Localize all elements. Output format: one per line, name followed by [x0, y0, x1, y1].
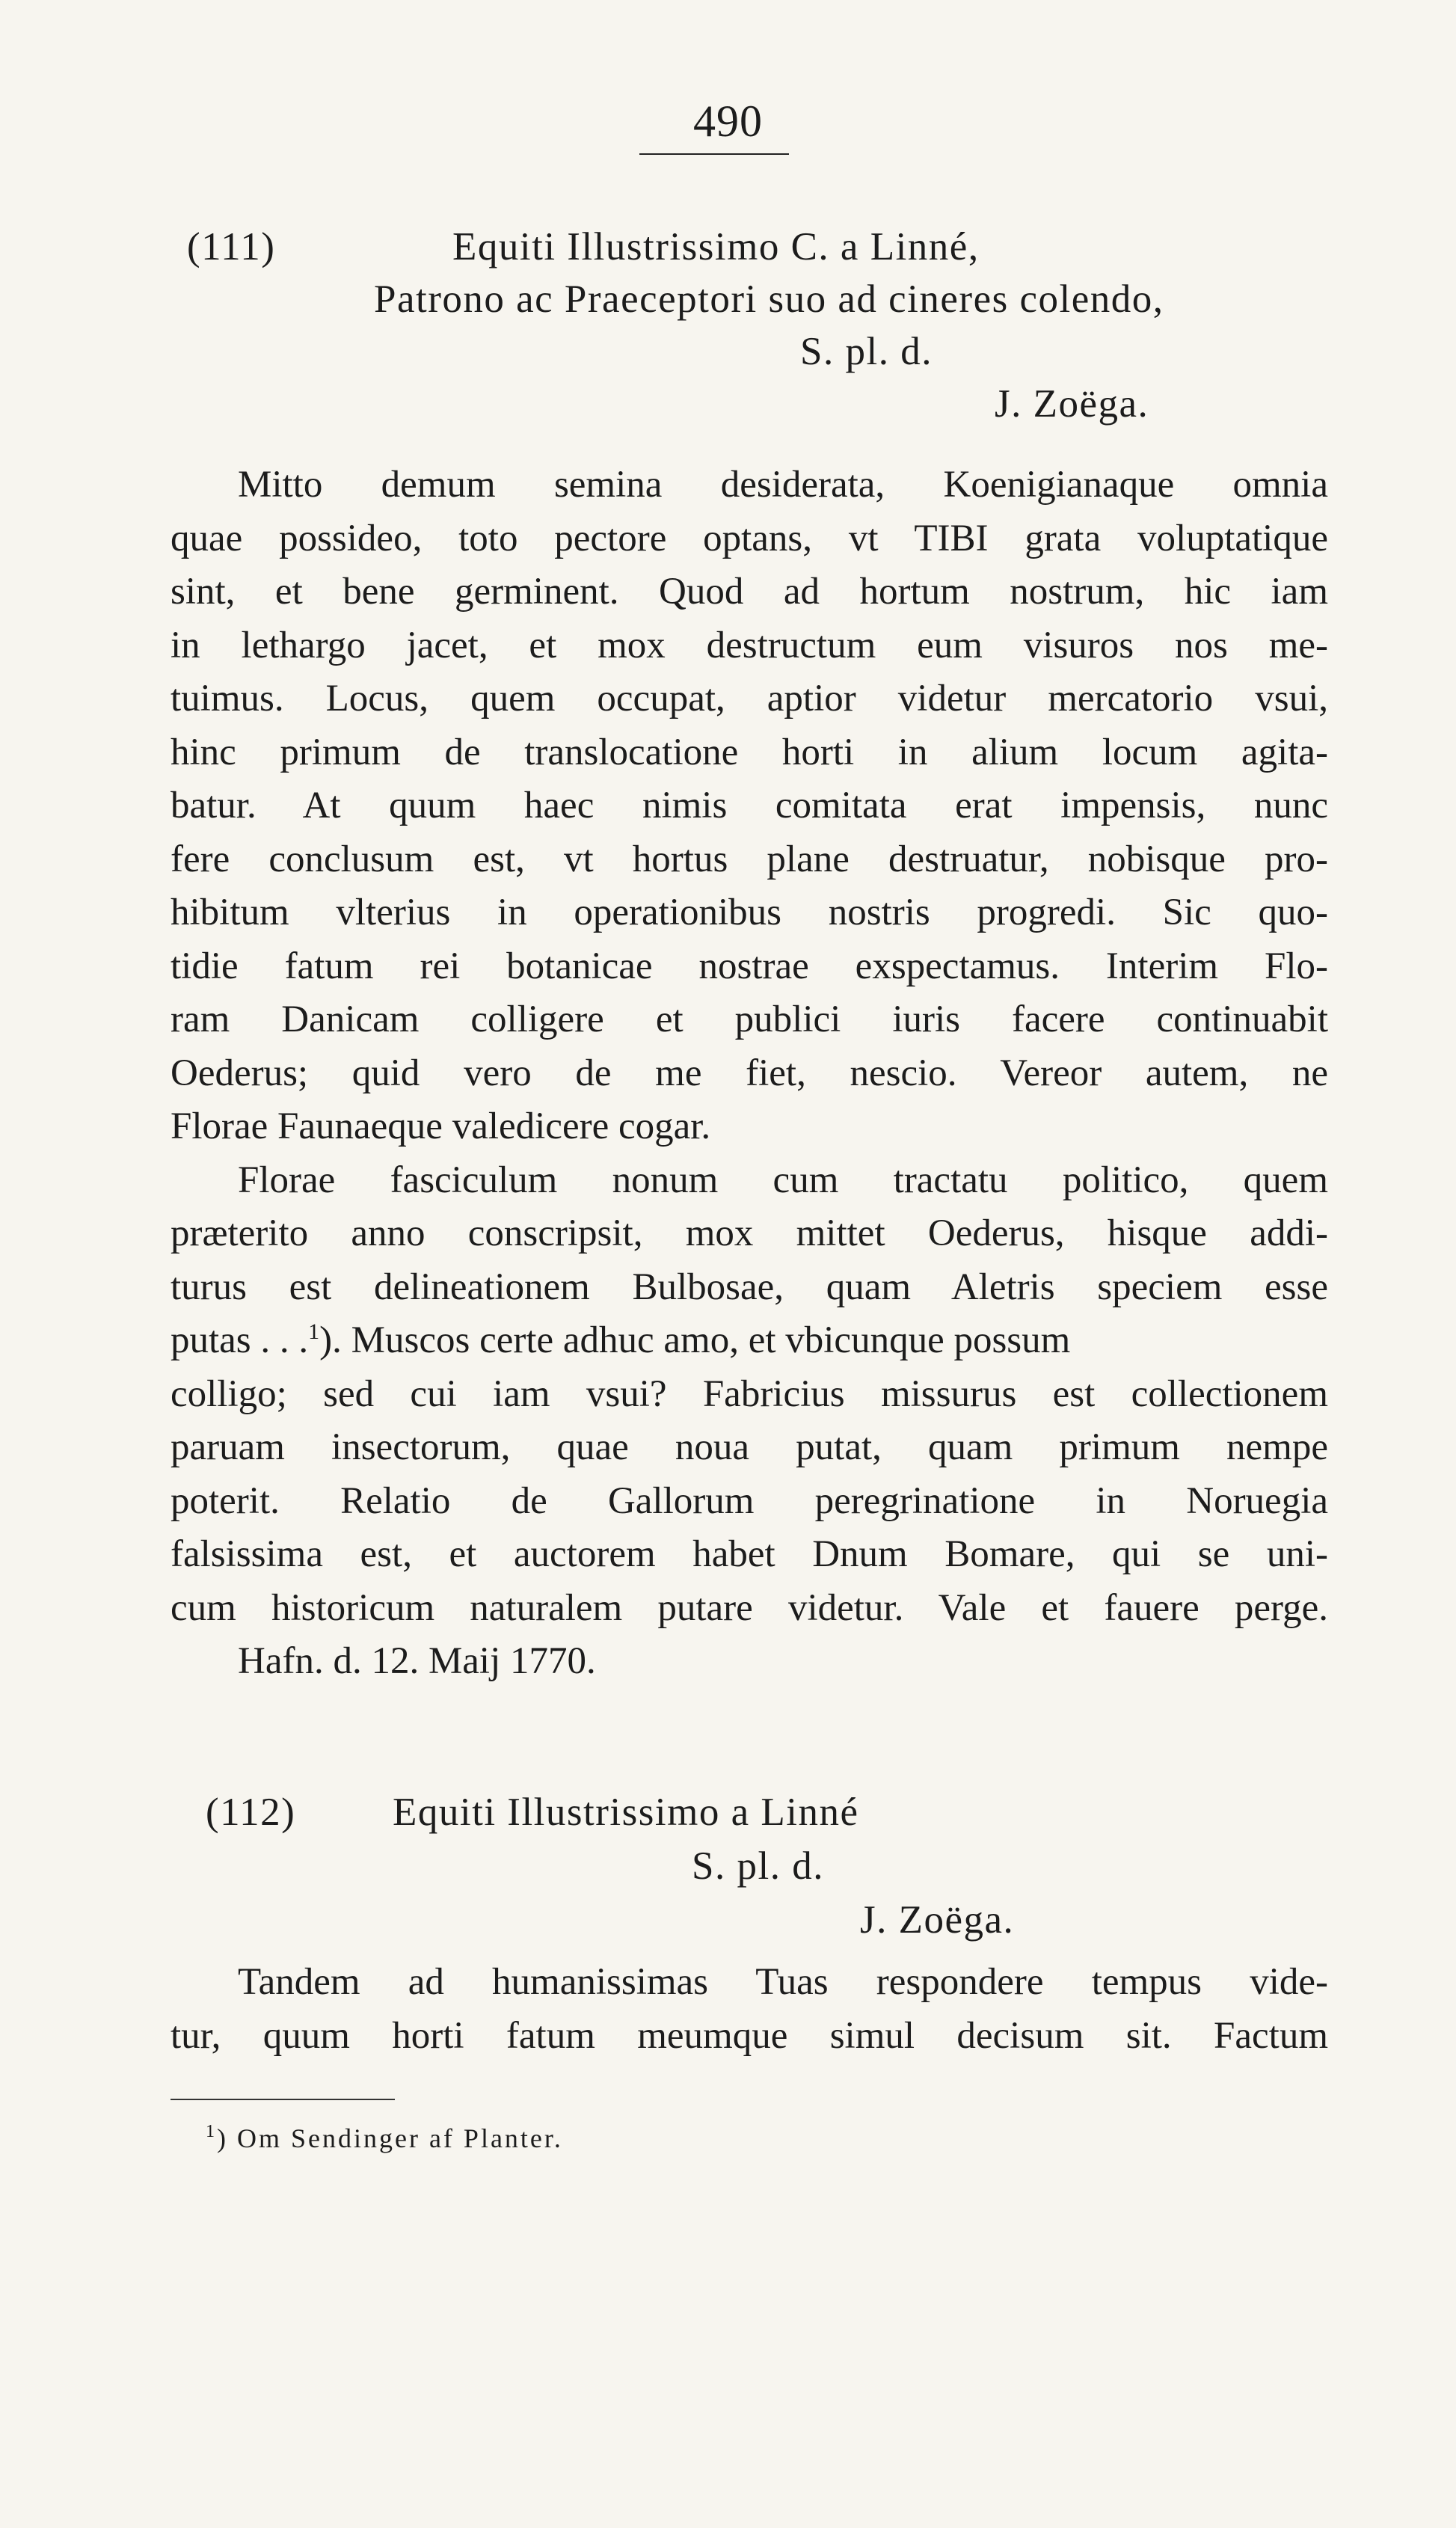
letter-112-number: (112) — [206, 1791, 296, 1834]
body-line: hibitum vlterius in operationibus nostris progredi. Sic quo- — [171, 892, 1328, 933]
body-line: præterito anno conscripsit, mox mittet Oederus, hisque addi- — [171, 1212, 1328, 1254]
body-line: Florae Faunaeque valedicere cogar. — [171, 1105, 711, 1147]
body-line: sint, et bene germinent. Quod ad hortum nostrum, hic iam — [171, 571, 1328, 613]
letter-111-salutation-line-3: S. pl. d. — [800, 330, 933, 373]
letter-112-signature: J. Zoëga. — [860, 1898, 1015, 1942]
letter-111-signature: J. Zoëga. — [995, 382, 1149, 426]
body-line: paruam insectorum, quae noua putat, quam primum nempe — [171, 1426, 1328, 1468]
body-line: tidie fatum rei botanicae nostrae exspectamus. Interim Flo- — [171, 945, 1328, 987]
footnote-reference: 1 — [308, 1319, 320, 1344]
letter-111-body — [171, 458, 1328, 1689]
body-line: turus est delineationem Bulbosae, quam Aletris speciem esse — [171, 1265, 1328, 1308]
body-line: batur. At quum haec nimis comitata erat impensis, nunc — [171, 785, 1328, 826]
letter-111-number: (111) — [187, 225, 276, 269]
footnote-text: ) Om Sendinger af Planter. — [217, 2123, 563, 2153]
letter-111-salutation-line-2: Patrono ac Praeceptori suo ad cineres colendo, — [374, 277, 1164, 321]
footnote-rule — [171, 2099, 395, 2100]
body-line: hinc primum de translocatione horti in alium locum agita- — [171, 731, 1328, 773]
body-line: Oederus; quid vero de me fiet, nescio. Vereor autem, ne — [171, 1052, 1328, 1094]
page-number-rule — [639, 153, 789, 155]
body-fragment: ). Muscos certe adhuc amo, et vbicunque possum — [319, 1319, 1071, 1361]
body-line: ram Danicam colligere et publici iuris facere continuabit — [171, 998, 1328, 1040]
page-number: 490 — [693, 96, 763, 146]
body-line: cum historicum naturalem putare videtur. Vale et fauere perge. — [171, 1586, 1328, 1629]
body-line: tuimus. Locus, quem occupat, aptior videtur mercatorio vsui, — [171, 678, 1328, 720]
body-line: in lethargo jacet, et mox destructum eum visuros nos me- — [171, 624, 1328, 666]
body-line: tur, quum horti fatum meumque simul decisum sit. Factum — [171, 2014, 1328, 2057]
body-line: fere conclusum est, vt hortus plane destruatur, nobisque pro- — [171, 838, 1328, 880]
letter-111-salutation-line-1: Equiti Illustrissimo C. a Linné, — [452, 225, 980, 269]
footnote — [206, 2123, 563, 2154]
body-line: poterit. Relatio de Gallorum peregrinatione in Noruegia — [171, 1479, 1328, 1522]
body-line: Tandem ad humanissimas Tuas respondere tempus vide- — [238, 1961, 1328, 2003]
body-line: Mitto demum semina desiderata, Koenigianaque omnia — [238, 464, 1328, 506]
body-line: colligo; sed cui iam vsui? Fabricius missurus est collectionem — [171, 1372, 1328, 1415]
body-line — [171, 1314, 1328, 1368]
letter-112-salutation-line-1: Equiti Illustrissimo a Linné — [393, 1791, 859, 1834]
letter-112-salutation-line-2: S. pl. d. — [692, 1844, 824, 1888]
body-line: falsissima est, et auctorem habet Dnum Bomare, qui se uni- — [171, 1533, 1328, 1575]
body-fragment: putas . . . — [171, 1319, 309, 1361]
body-line: quae possideo, toto pectore optans, vt TIBI grata voluptatique — [171, 517, 1328, 559]
letter-112-body — [171, 1956, 1328, 2063]
footnote-mark: 1 — [206, 2122, 217, 2141]
body-line: Hafn. d. 12. Maij 1770. — [238, 1640, 596, 1682]
body-line: Florae fasciculum nonum cum tractatu politico, quem — [238, 1159, 1328, 1201]
